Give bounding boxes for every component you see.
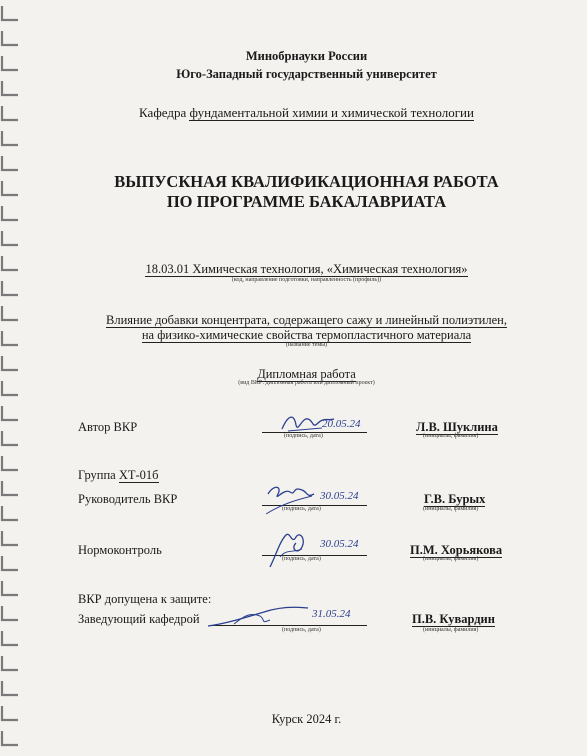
topic-line-2 <box>26 328 587 343</box>
specialty-caption: (код, направление подготовки, направленность (профиль)) <box>231 277 382 283</box>
topic-caption: (название темы) <box>285 342 328 348</box>
binding-mark <box>2 356 18 370</box>
binding-mark <box>2 406 18 420</box>
head-name: П.В. Кувардин <box>412 612 495 626</box>
specialty-line <box>26 262 587 277</box>
binding-mark <box>2 81 18 95</box>
binding-mark <box>2 106 18 120</box>
binding-mark <box>2 581 18 595</box>
work-type-text: Дипломная работа <box>257 367 356 381</box>
binding-mark <box>2 306 18 320</box>
department-line <box>26 105 587 121</box>
normcontrol-name-caption: (инициалы, фамилия) <box>423 556 479 562</box>
author-sig-caption: (подпись, дата) <box>284 433 323 439</box>
ministry-name: Минобрнауки России <box>245 49 368 63</box>
binding-mark <box>2 131 18 145</box>
normcontrol-label: Нормоконтроль <box>78 543 162 557</box>
author-name: Л.В. Шуклина <box>416 420 498 434</box>
university-name: Юго-Западный государственный университет <box>176 67 437 81</box>
supervisor-sig-caption: (подпись, дата) <box>282 506 321 512</box>
binding-mark <box>2 506 18 520</box>
binding-mark <box>2 206 18 220</box>
binding-mark <box>2 606 18 620</box>
binding-mark <box>2 706 18 720</box>
binding-mark <box>2 56 18 70</box>
department-prefix: Кафедра <box>139 105 187 120</box>
head-sig-caption: (подпись, дата) <box>282 627 321 633</box>
title-line-2: ПО ПРОГРАММЕ БАКАЛАВРИАТА <box>166 192 447 211</box>
binding-mark <box>2 331 18 345</box>
city-year: Курск 2024 г. <box>271 712 342 726</box>
head-name-caption: (инициалы, фамилия) <box>423 627 479 633</box>
binding-mark <box>2 6 18 20</box>
department-name: фундаментальной химии и химической технологии <box>189 105 474 120</box>
supervisor-date: 30.05.24 <box>320 490 359 502</box>
head-name-wrap <box>412 612 495 627</box>
binding-mark <box>2 181 18 195</box>
work-type-caption: (вид ВКР: дипломная работа или дипломный проект) <box>238 380 375 386</box>
binding-mark <box>2 656 18 670</box>
supervisor-name-caption: (инициалы, фамилия) <box>423 506 479 512</box>
binding-mark <box>2 556 18 570</box>
title-line-1: ВЫПУСКНАЯ КВАЛИФИКАЦИОННАЯ РАБОТА <box>114 172 499 191</box>
group-value: ХТ-01б <box>118 468 159 482</box>
topic-line-1 <box>26 313 587 328</box>
binding-mark <box>2 481 18 495</box>
binding-mark <box>2 281 18 295</box>
normcontrol-date: 30.05.24 <box>320 538 359 550</box>
author-label: Автор ВКР <box>78 420 138 434</box>
author-date: 20.05.24 <box>322 418 361 430</box>
topic-text-1: Влияние добавки концентрата, содержащего сажу и линейный полиэтилен, <box>106 313 507 327</box>
binding-mark <box>2 731 18 745</box>
supervisor-label: Руководитель ВКР <box>78 492 178 506</box>
binding-marks <box>0 0 26 756</box>
head-date: 31.05.24 <box>312 608 351 620</box>
binding-mark <box>2 681 18 695</box>
topic-text-2: на физико-химические свойства термопластичного материала <box>141 328 472 342</box>
binding-mark <box>2 156 18 170</box>
normcontrol-signature <box>262 527 322 571</box>
binding-mark <box>2 431 18 445</box>
specialty-text: 18.03.01 Химическая технология, «Химическая технология» <box>145 262 468 276</box>
group-label: Группа <box>78 468 116 482</box>
binding-mark <box>2 631 18 645</box>
supervisor-name-wrap <box>424 492 485 507</box>
binding-mark <box>2 381 18 395</box>
author-name-caption: (инициалы, фамилия) <box>423 433 479 439</box>
binding-edge <box>0 0 26 756</box>
normcontrol-sig-caption: (подпись, дата) <box>282 556 321 562</box>
group-line <box>78 468 159 483</box>
binding-mark <box>2 256 18 270</box>
binding-mark <box>2 531 18 545</box>
normcontrol-name: П.М. Хорьякова <box>410 543 503 557</box>
binding-mark <box>2 31 18 45</box>
binding-mark <box>2 456 18 470</box>
supervisor-name: Г.В. Бурых <box>424 492 486 506</box>
admitted-label: ВКР допущена к защите: <box>78 592 212 606</box>
head-label: Заведующий кафедрой <box>78 612 200 626</box>
binding-mark <box>2 231 18 245</box>
